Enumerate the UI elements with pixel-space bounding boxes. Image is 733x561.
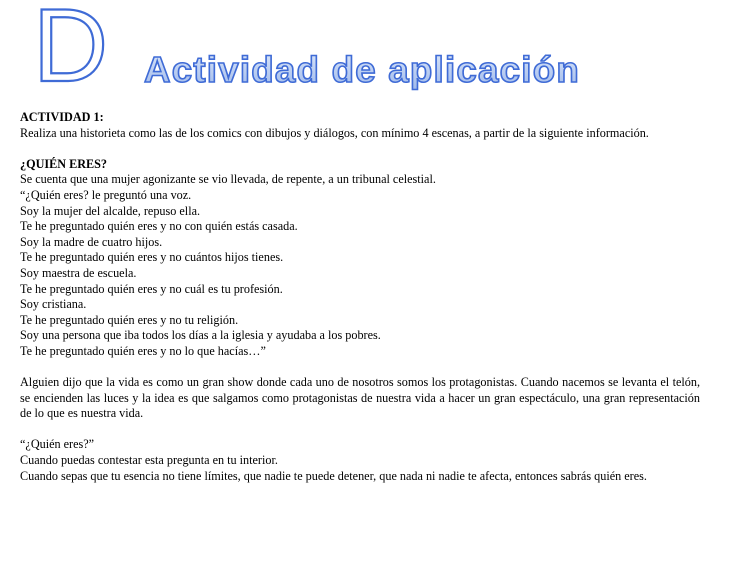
closing-question: “¿Quién eres?”: [20, 437, 95, 452]
story-heading: ¿QUIÉN ERES?: [20, 156, 108, 171]
closing-line: Cuando puedas contestar esta pregunta en tu interior.: [20, 453, 278, 468]
story-line: Te he preguntado quién eres y no cuántos hijos tienes.: [20, 250, 284, 265]
header: [0, 0, 733, 100]
story-line: Te he preguntado quién eres y no cuál es tu profesión.: [20, 281, 283, 296]
svg-text:Actividad de aplicación: Actividad de aplicación: [144, 49, 580, 90]
closing-paragraph: Cuando sepas que tu esencia no tiene límites, que nadie te puede detener, que nada ni nadie te afecta, entonces sabrás quién eres.: [20, 468, 647, 483]
document-body: [20, 110, 700, 484]
svg-text:D: D: [33, 3, 109, 87]
story-line: Soy cristiana.: [20, 297, 87, 312]
reflection-paragraph: Alguien dijo que la vida es como un gran show donde cada uno de nosotros somos los protagonistas. Cuando nacemos se levanta el telón, se encienden las luces y la idea es que salgamos como protagonistas de nuestra vida a hacer un gran espectáculo, una gran representación de lo que es nuestra vida.: [20, 375, 700, 421]
story-line: Te he preguntado quién eres y no tu religión.: [20, 312, 239, 327]
activity-instructions: Realiza una historieta como las de los comics con dibujos y diálogos, con mínimo 4 escenas, a partir de la siguiente información.: [20, 125, 649, 140]
story-line: Soy una persona que iba todos los días a la iglesia y ayudaba a los pobres.: [20, 328, 381, 343]
story-line: Te he preguntado quién eres y no con quién estás casada.: [20, 219, 298, 234]
story-line: Soy maestra de escuela.: [20, 265, 137, 280]
story-line: Soy la madre de cuatro hijos.: [20, 234, 163, 249]
story-line: Se cuenta que una mujer agonizante se vio llevada, de repente, a un tribunal celestial.: [20, 172, 436, 187]
story-line: “¿Quién eres? le preguntó una voz.: [20, 187, 192, 202]
activity-heading: ACTIVIDAD 1:: [20, 110, 104, 124]
activity-title: [140, 44, 590, 94]
story-line: Soy la mujer del alcalde, repuso ella.: [20, 203, 201, 218]
letter-d-icon: [31, 3, 121, 87]
story-line: Te he preguntado quién eres y no lo que hacías…”: [20, 343, 266, 358]
